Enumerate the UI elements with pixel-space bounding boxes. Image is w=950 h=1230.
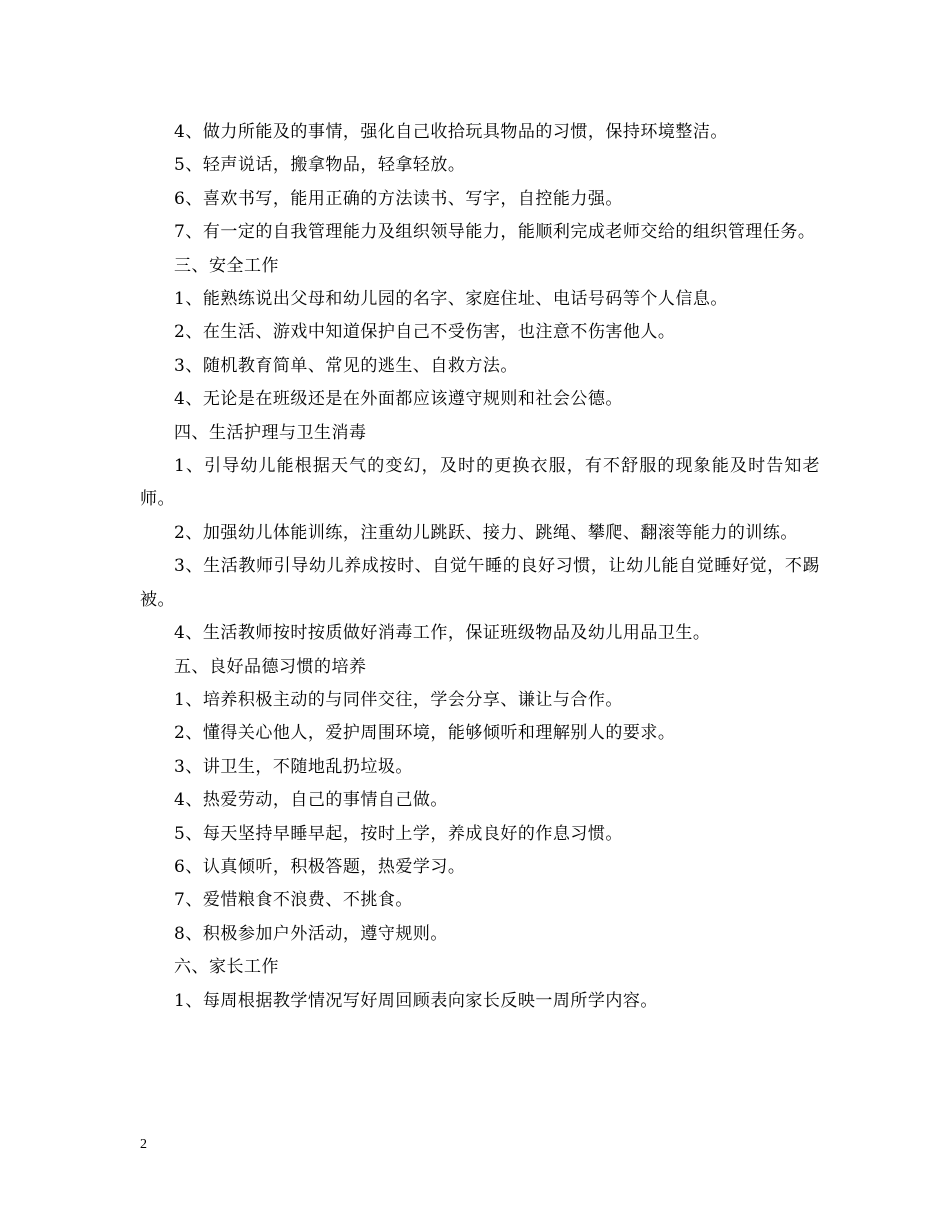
paragraph: 1、能熟练说出父母和幼儿园的名字、家庭住址、电话号码等个人信息。	[174, 289, 728, 310]
paragraph: 8、积极参加户外活动，遵守规则。	[174, 923, 448, 944]
paragraph: 1、培养积极主动的与同伴交往，学会分享、谦让与合作。	[174, 689, 623, 710]
paragraph: 6、认真倾听，积极答题，热爱学习。	[174, 856, 466, 877]
paragraph: 7、爱惜粮食不浪费、不挑食。	[174, 890, 413, 911]
paragraph: 3、生活教师引导幼儿养成按时、自觉午睡的良好习惯，让幼儿能自觉睡好觉，不踢被。	[140, 556, 820, 610]
document-body	[140, 116, 820, 1018]
paragraph: 2、懂得关心他人，爱护周围环境，能够倾听和理解别人的要求。	[174, 723, 676, 744]
paragraph: 7、有一定的自我管理能力及组织领导能力，能顺利完成老师交给的组织管理任务。	[174, 222, 816, 243]
section-heading: 六、家长工作	[174, 957, 279, 978]
paragraph: 3、讲卫生，不随地乱扔垃圾。	[174, 756, 413, 777]
paragraph: 4、做力所能及的事情，强化自己收拾玩具物品的习惯，保持环境整洁。	[174, 122, 728, 142]
section-heading: 四、生活护理与卫生消毒	[174, 422, 367, 443]
paragraph: 5、每天坚持早睡早起，按时上学，养成良好的作息习惯。	[174, 823, 623, 844]
paragraph: 5、轻声说话，搬拿物品，轻拿轻放。	[174, 155, 466, 176]
paragraph: 2、加强幼儿体能训练，注重幼儿跳跃、接力、跳绳、攀爬、翻滚等能力的训练。	[174, 522, 798, 543]
section-heading: 五、良好品德习惯的培养	[174, 656, 367, 677]
section-heading: 三、安全工作	[174, 255, 279, 276]
paragraph: 3、随机教育简单、常见的逃生、自救方法。	[174, 355, 518, 376]
paragraph: 6、喜欢书写，能用正确的方法读书、写字，自控能力强。	[174, 188, 623, 209]
paragraph: 4、生活教师按时按质做好消毒工作，保证班级物品及幼儿用品卫生。	[174, 623, 711, 644]
paragraph: 1、引导幼儿能根据天气的变幻，及时的更换衣服，有不舒服的现象能及时告知老师。	[140, 456, 820, 510]
paragraph: 1、每周根据教学情况写好周回顾表向家长反映一周所学内容。	[174, 990, 658, 1011]
page-number: 2	[140, 1137, 147, 1152]
paragraph: 4、无论是在班级还是在外面都应该遵守规则和社会公德。	[174, 389, 623, 410]
paragraph: 4、热爱劳动，自己的事情自己做。	[174, 790, 448, 811]
paragraph: 2、在生活、游戏中知道保护自己不受伤害，也注意不伤害他人。	[174, 322, 676, 343]
